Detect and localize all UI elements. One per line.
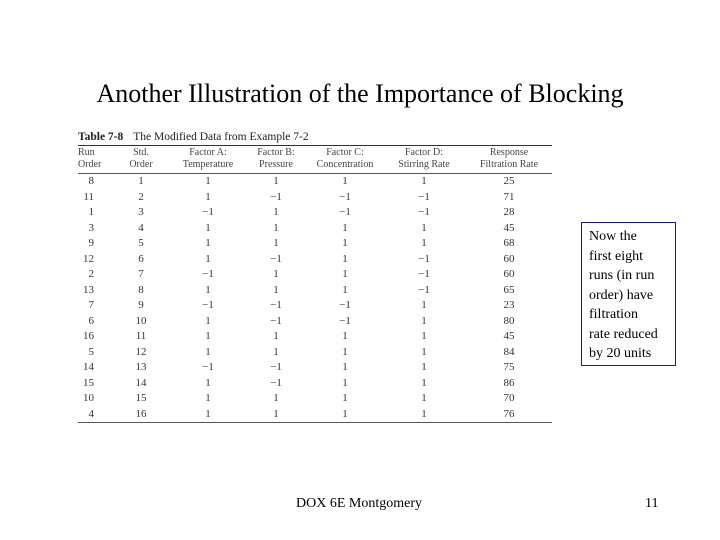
column-header-line: Factor B: bbox=[257, 147, 295, 158]
annotation-line: first eight bbox=[589, 248, 644, 264]
table-cell: 1 bbox=[88, 206, 94, 218]
table-cell: 1 bbox=[273, 392, 279, 404]
table-cell: 1 bbox=[273, 206, 279, 218]
table-cell: 1 bbox=[273, 221, 279, 234]
table-cell: 16 bbox=[83, 330, 94, 342]
table-cell: 1 bbox=[205, 392, 211, 404]
column-header bbox=[172, 146, 244, 174]
column-header-line: Response bbox=[489, 147, 529, 158]
table-cell: 1 bbox=[205, 376, 211, 389]
table-cell: −1 bbox=[418, 190, 430, 203]
table-cell: 65 bbox=[503, 283, 515, 296]
table-cell: 1 bbox=[342, 252, 348, 265]
table-cell: 1 bbox=[273, 175, 279, 187]
column-header bbox=[466, 146, 552, 174]
table-cell: 25 bbox=[503, 175, 515, 187]
table-cell: 1 bbox=[342, 268, 348, 280]
table-row bbox=[78, 221, 552, 237]
table-cell: 2 bbox=[88, 268, 94, 280]
table-cell: 4 bbox=[88, 407, 94, 420]
table-cell: 70 bbox=[503, 392, 515, 404]
column-header-line: Filtration Rate bbox=[479, 159, 539, 170]
table-cell: 1 bbox=[342, 407, 348, 420]
table-cell: −1 bbox=[202, 361, 214, 373]
slide-title: Another Illustration of the Importance of Blocking bbox=[96, 79, 624, 108]
table-cell: 45 bbox=[503, 221, 515, 234]
table-row bbox=[78, 314, 552, 330]
table-cell: −1 bbox=[270, 361, 282, 373]
table-cell: 1 bbox=[342, 376, 348, 389]
table-cell: 71 bbox=[503, 190, 515, 203]
column-header bbox=[110, 146, 172, 174]
table-cell: 23 bbox=[503, 299, 515, 311]
header-row bbox=[78, 146, 552, 174]
column-header-line: Factor C: bbox=[326, 147, 364, 158]
table-cell: 6 bbox=[88, 314, 94, 327]
annotation-line: order) have bbox=[589, 287, 654, 303]
footer-text: DOX 6E Montgomery bbox=[296, 496, 422, 511]
table-cell: 8 bbox=[138, 283, 144, 296]
table-row bbox=[78, 283, 552, 299]
table-cell: −1 bbox=[270, 252, 282, 265]
table-cell: 1 bbox=[205, 283, 211, 296]
table-cell: 1 bbox=[342, 345, 348, 358]
table-cell: 13 bbox=[135, 361, 147, 373]
table-cell: −1 bbox=[270, 376, 282, 389]
table-header bbox=[78, 146, 552, 174]
table-row bbox=[78, 345, 552, 361]
table-cell: 10 bbox=[135, 314, 147, 327]
annotation-line: by 20 units bbox=[589, 346, 652, 361]
table-cell: 1 bbox=[342, 330, 348, 342]
table-cell: 1 bbox=[421, 221, 427, 234]
table-cell: 15 bbox=[135, 392, 147, 404]
table-cell: 60 bbox=[503, 252, 515, 265]
table-row bbox=[78, 376, 552, 392]
table-cell: 9 bbox=[88, 237, 94, 249]
table-cell: 1 bbox=[342, 221, 348, 234]
column-header-line: Stirring Rate bbox=[398, 159, 450, 170]
column-header-line: Temperature bbox=[182, 159, 234, 170]
table-cell: −1 bbox=[418, 283, 430, 296]
table-cell: 12 bbox=[135, 345, 147, 358]
table-cell: −1 bbox=[339, 190, 351, 203]
table-cell: 1 bbox=[273, 407, 279, 420]
table-row bbox=[78, 267, 552, 283]
annotation-box bbox=[581, 222, 676, 366]
table-caption-text: The Modified Data from Example 7-2 bbox=[133, 131, 309, 143]
table-cell: −1 bbox=[339, 206, 351, 218]
table-cell: 1 bbox=[342, 392, 348, 404]
table-row bbox=[78, 360, 552, 376]
table-cell: 1 bbox=[421, 330, 427, 342]
table-cell: 15 bbox=[83, 376, 94, 389]
table-cell: −1 bbox=[202, 299, 214, 311]
table-cell: 1 bbox=[421, 345, 427, 358]
table-cell: 1 bbox=[205, 345, 211, 358]
table-cell: 1 bbox=[205, 221, 211, 234]
table-cell: −1 bbox=[202, 268, 214, 280]
table-cell: 16 bbox=[135, 407, 147, 420]
table-cell: −1 bbox=[202, 206, 214, 218]
page-number: 11 bbox=[645, 496, 659, 511]
table-cell: 3 bbox=[138, 206, 144, 218]
table-cell: −1 bbox=[418, 206, 430, 218]
table-cell: 75 bbox=[503, 361, 515, 373]
table-cell: 12 bbox=[83, 252, 94, 265]
table-cell: 4 bbox=[138, 221, 144, 234]
table-cell: 1 bbox=[205, 314, 211, 327]
table-cell: −1 bbox=[418, 268, 430, 280]
table-cell: 60 bbox=[503, 268, 515, 280]
table-cell: 1 bbox=[273, 237, 279, 249]
data-table bbox=[78, 146, 552, 422]
column-header-line: Factor D: bbox=[404, 147, 444, 158]
table-cell: 10 bbox=[83, 392, 94, 404]
annotation-line: runs (in run bbox=[589, 268, 655, 283]
table-cell: 13 bbox=[83, 283, 94, 296]
column-header-line: Order bbox=[78, 159, 102, 170]
table-cell: −1 bbox=[418, 252, 430, 265]
table-cell: −1 bbox=[270, 190, 282, 203]
column-header bbox=[308, 146, 382, 174]
table-cell: 86 bbox=[503, 376, 515, 389]
table-cell: −1 bbox=[270, 299, 282, 311]
table-cell: 76 bbox=[503, 407, 515, 420]
table-cell: 2 bbox=[138, 190, 144, 203]
table-cell: 1 bbox=[421, 175, 427, 187]
table-row bbox=[78, 329, 552, 345]
table-cell: 1 bbox=[205, 237, 211, 249]
table-row bbox=[78, 236, 552, 252]
table-cell: 45 bbox=[503, 330, 515, 342]
table-cell: 1 bbox=[205, 407, 211, 420]
table-cell: 1 bbox=[273, 268, 279, 280]
table-cell: 1 bbox=[205, 190, 211, 203]
table-row bbox=[78, 391, 552, 407]
column-header bbox=[382, 146, 466, 174]
table-cell: 5 bbox=[138, 237, 144, 249]
annotation-line: rate reduced bbox=[589, 326, 658, 342]
table-cell: 1 bbox=[421, 361, 427, 373]
table-cell: 14 bbox=[135, 376, 147, 389]
column-header-line: Pressure bbox=[259, 159, 293, 170]
column-header-line: Std. bbox=[133, 147, 149, 158]
table-cell: 1 bbox=[421, 407, 427, 420]
table-cell: 6 bbox=[138, 252, 144, 265]
table-cell: 14 bbox=[83, 361, 94, 373]
table-cell: 11 bbox=[83, 190, 94, 203]
table-cell: 9 bbox=[138, 299, 144, 311]
table-cell: 7 bbox=[88, 299, 94, 311]
column-header-line: Concentration bbox=[316, 159, 374, 170]
column-header bbox=[78, 146, 110, 174]
table-cell: 1 bbox=[205, 252, 211, 265]
table-cell: 1 bbox=[273, 345, 279, 358]
table-cell: 1 bbox=[421, 376, 427, 389]
table-row bbox=[78, 407, 552, 423]
table-cell: −1 bbox=[339, 299, 351, 311]
table-cell: 28 bbox=[503, 206, 515, 218]
table-cell: 1 bbox=[421, 392, 427, 404]
table-cell: 1 bbox=[342, 237, 348, 249]
table-body bbox=[78, 174, 552, 422]
table-cell: 1 bbox=[421, 314, 427, 327]
table-caption-number: Table 7-8 bbox=[78, 131, 124, 143]
table-cell: 7 bbox=[138, 268, 144, 280]
table-cell: 1 bbox=[421, 237, 427, 249]
table-row bbox=[78, 174, 552, 190]
annotation-line: filtration bbox=[589, 307, 638, 322]
table-cell: 1 bbox=[342, 175, 348, 187]
table-cell: 11 bbox=[135, 330, 147, 342]
table-row bbox=[78, 298, 552, 314]
table-cell: −1 bbox=[339, 314, 351, 327]
table-cell: 8 bbox=[88, 175, 94, 187]
table-cell: 5 bbox=[88, 345, 94, 358]
table-cell: 68 bbox=[503, 237, 515, 249]
table-cell: 84 bbox=[503, 345, 515, 358]
table-cell: 1 bbox=[205, 175, 211, 187]
table-cell: 1 bbox=[273, 330, 279, 342]
data-table-block bbox=[78, 130, 552, 423]
column-header-line: Run bbox=[78, 147, 95, 158]
table-row bbox=[78, 190, 552, 206]
table-row bbox=[78, 205, 552, 221]
column-header-line: Factor A: bbox=[189, 147, 227, 158]
table-cell: 1 bbox=[273, 283, 279, 296]
column-header bbox=[244, 146, 308, 174]
table-cell: −1 bbox=[270, 314, 282, 327]
table-cell: 3 bbox=[88, 221, 94, 234]
table-caption bbox=[78, 130, 552, 145]
table-bottom-rule bbox=[78, 422, 552, 423]
table-cell: 1 bbox=[342, 361, 348, 373]
table-row bbox=[78, 252, 552, 268]
table-cell: 80 bbox=[503, 314, 515, 327]
table-cell: 1 bbox=[421, 299, 427, 311]
table-cell: 1 bbox=[342, 283, 348, 296]
column-header-line: Order bbox=[129, 159, 153, 170]
annotation-line: Now the bbox=[589, 229, 637, 244]
table-cell: 1 bbox=[138, 175, 144, 187]
table-cell: 1 bbox=[205, 330, 211, 342]
